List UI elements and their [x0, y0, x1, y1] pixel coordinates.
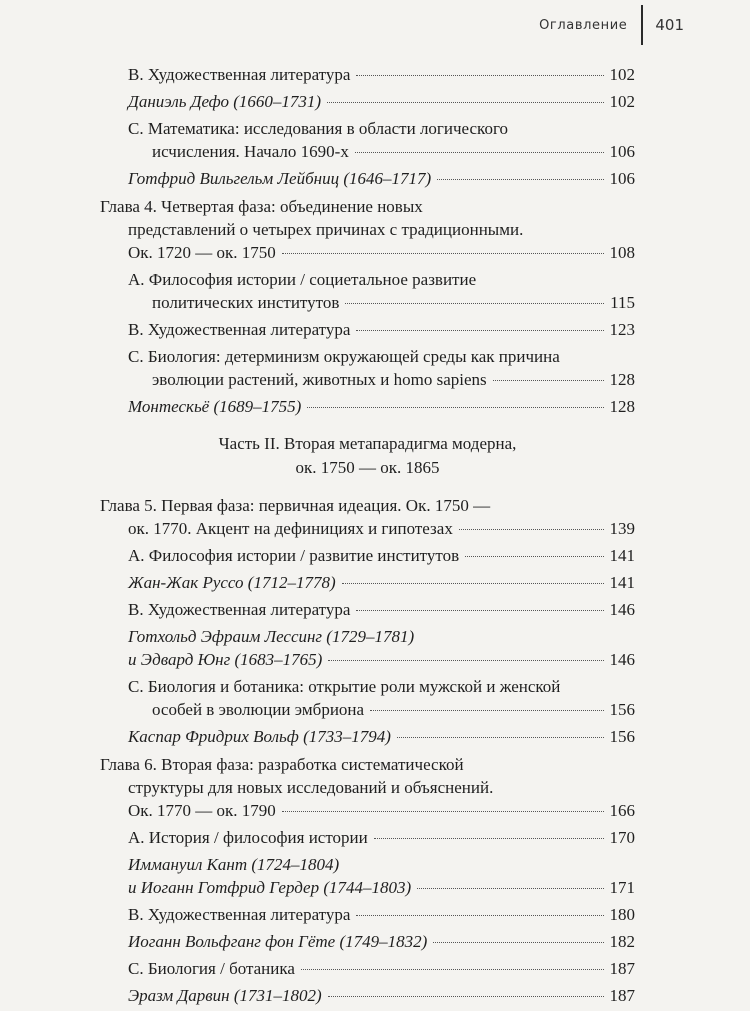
toc-entry: [100, 167, 635, 190]
toc-entry-title: A. Философия истории / развитие институтов: [128, 546, 460, 565]
chapter-title-line3: Ок. 1720 — ок. 1750: [128, 243, 276, 262]
dot-leader: [397, 722, 604, 738]
toc-entry-title: Иоганн Вольфганг фон Гёте (1749–1832): [128, 932, 428, 951]
chapter-page: 166: [609, 801, 635, 820]
toc-entry-page: 102: [609, 92, 635, 111]
part-heading-line1: Часть II. Вторая метапарадигма модерна,: [218, 434, 517, 453]
toc-entry: [100, 544, 635, 567]
toc-entry-page: 187: [609, 986, 635, 1005]
toc-entry-page: 146: [609, 650, 635, 669]
toc-entry: [100, 625, 635, 671]
chapter-title-line2: ок. 1770. Акцент на дефинициях и гипотезах: [128, 519, 453, 538]
dot-leader: [374, 823, 604, 839]
dot-leader: [307, 392, 603, 408]
chapter-title-line3: Ок. 1770 — ок. 1790: [128, 801, 276, 820]
toc-entry: [100, 318, 635, 341]
toc-entry-page: 106: [609, 169, 635, 188]
dot-leader: [328, 645, 603, 661]
toc-entry-title: Жан-Жак Руссо (1712–1778): [128, 573, 336, 592]
part-heading-line2: ок. 1750 — ок. 1865: [295, 458, 440, 477]
dot-leader: [342, 568, 604, 584]
toc-entry: [100, 90, 635, 113]
toc-entry-title-line2: особей в эволюции эмбриона: [152, 700, 365, 719]
dot-leader: [437, 164, 603, 180]
dot-leader: [459, 514, 604, 530]
dot-leader: [356, 900, 603, 916]
toc-entry-page: 102: [609, 65, 635, 84]
toc-entry-title: B. Художественная литература: [128, 600, 351, 619]
toc-entry-page: 123: [609, 320, 635, 339]
toc-entry-page: 187: [609, 959, 635, 978]
toc-entry-title: B. Художественная литература: [128, 65, 351, 84]
toc-entry-title: Эразм Дарвин (1731–1802): [128, 986, 322, 1005]
toc-entry-title-line2: и Иоганн Готфрид Гердер (1744–1803): [128, 878, 412, 897]
dot-leader: [356, 60, 603, 76]
toc-entry-title-line1: Готхольд Эфраим Лессинг (1729–1781): [128, 627, 415, 646]
dot-leader: [328, 981, 604, 997]
toc-entry-page: 156: [609, 727, 635, 746]
page-number: 401: [655, 16, 684, 34]
toc-entry-title: Каспар Фридрих Вольф (1733–1794): [128, 727, 391, 746]
dot-leader: [417, 873, 603, 889]
toc-entry: [100, 930, 635, 953]
toc-entry-page: 128: [609, 397, 635, 416]
dot-leader: [370, 695, 603, 711]
table-of-contents: [100, 63, 635, 1011]
toc-entry-title: B. Художественная литература: [128, 905, 351, 924]
toc-entry-page: 170: [609, 828, 635, 847]
dot-leader: [282, 796, 604, 812]
toc-entry: [100, 675, 635, 721]
dot-leader: [493, 365, 604, 381]
dot-leader: [356, 595, 603, 611]
toc-entry: [100, 853, 635, 899]
toc-entry-title-line1: C. Биология: детерминизм окружающей среды как причина: [128, 347, 560, 366]
toc-entry-page: 106: [609, 142, 635, 161]
toc-chapter: [100, 753, 635, 822]
dot-leader: [327, 87, 603, 103]
toc-entry: [100, 903, 635, 926]
running-header: [539, 8, 684, 42]
toc-chapter: [100, 195, 635, 264]
dot-leader: [356, 315, 603, 331]
toc-entry: [100, 395, 635, 418]
toc-entry: [100, 345, 635, 391]
toc-entry-title: C. Биология / ботаника: [128, 959, 295, 978]
header-divider: [641, 5, 643, 45]
chapter-page: 108: [609, 243, 635, 262]
toc-entry-page: 141: [609, 573, 635, 592]
chapter-title-line2: структуры для новых исследований и объяснений.: [128, 778, 494, 797]
toc-entry-page: 156: [609, 700, 635, 719]
toc-entry-title: A. История / философия истории: [128, 828, 368, 847]
toc-entry-title-line1: C. Биология и ботаника: открытие роли мужской и женской: [128, 677, 561, 696]
toc-entry-page: 146: [609, 600, 635, 619]
toc-entry: [100, 826, 635, 849]
toc-entry: [100, 984, 635, 1007]
dot-leader: [282, 238, 604, 254]
toc-entry: [100, 63, 635, 86]
chapter-page: 139: [609, 519, 635, 538]
toc-entry-title: B. Художественная литература: [128, 320, 351, 339]
chapter-title-line1: Глава 5. Первая фаза: первичная идеация. Ок. 1750 —: [100, 496, 491, 515]
toc-entry: [100, 117, 635, 163]
toc-entry-title-line1: Иммануил Кант (1724–1804): [128, 855, 340, 874]
toc-entry-title-line1: A. Философия истории / социетальное развитие: [128, 270, 477, 289]
toc-chapter: [100, 494, 635, 540]
chapter-title-line1: Глава 4. Четвертая фаза: объединение новых: [100, 197, 423, 216]
dot-leader: [301, 954, 604, 970]
toc-entry-title: Монтескьё (1689–1755): [128, 397, 302, 416]
dot-leader: [433, 927, 603, 943]
dot-leader: [465, 541, 603, 557]
running-title: Оглавление: [539, 17, 628, 33]
toc-entry-title-line1: C. Математика: исследования в области логического: [128, 119, 509, 138]
dot-leader: [355, 137, 604, 153]
dot-leader: [345, 288, 604, 304]
toc-entry-page: 141: [609, 546, 635, 565]
toc-entry-title-line2: и Эдвард Юнг (1683–1765): [128, 650, 323, 669]
chapter-title-line2: представлений о четырех причинах с традиционными.: [128, 220, 524, 239]
toc-entry-title-line2: политических институтов: [152, 293, 340, 312]
toc-entry: [100, 725, 635, 748]
toc-entry-page: 180: [609, 905, 635, 924]
toc-entry-page: 182: [609, 932, 635, 951]
toc-entry: [100, 957, 635, 980]
chapter-title-line1: Глава 6. Вторая фаза: разработка систематической: [100, 755, 464, 774]
toc-entry: [100, 598, 635, 621]
toc-entry: [100, 571, 635, 594]
toc-entry: [100, 268, 635, 314]
toc-entry-title: Готфрид Вильгельм Лейбниц (1646–1717): [128, 169, 432, 188]
toc-entry-title: Даниэль Дефо (1660–1731): [128, 92, 322, 111]
toc-entry-title-line2: исчисления. Начало 1690-х: [152, 142, 349, 161]
toc-entry-page: 128: [609, 370, 635, 389]
toc-entry-page: 171: [609, 878, 635, 897]
toc-entry-page: 115: [610, 293, 635, 312]
toc-entry-title-line2: эволюции растений, животных и homo sapiens: [152, 370, 487, 389]
part-heading: [100, 432, 635, 480]
